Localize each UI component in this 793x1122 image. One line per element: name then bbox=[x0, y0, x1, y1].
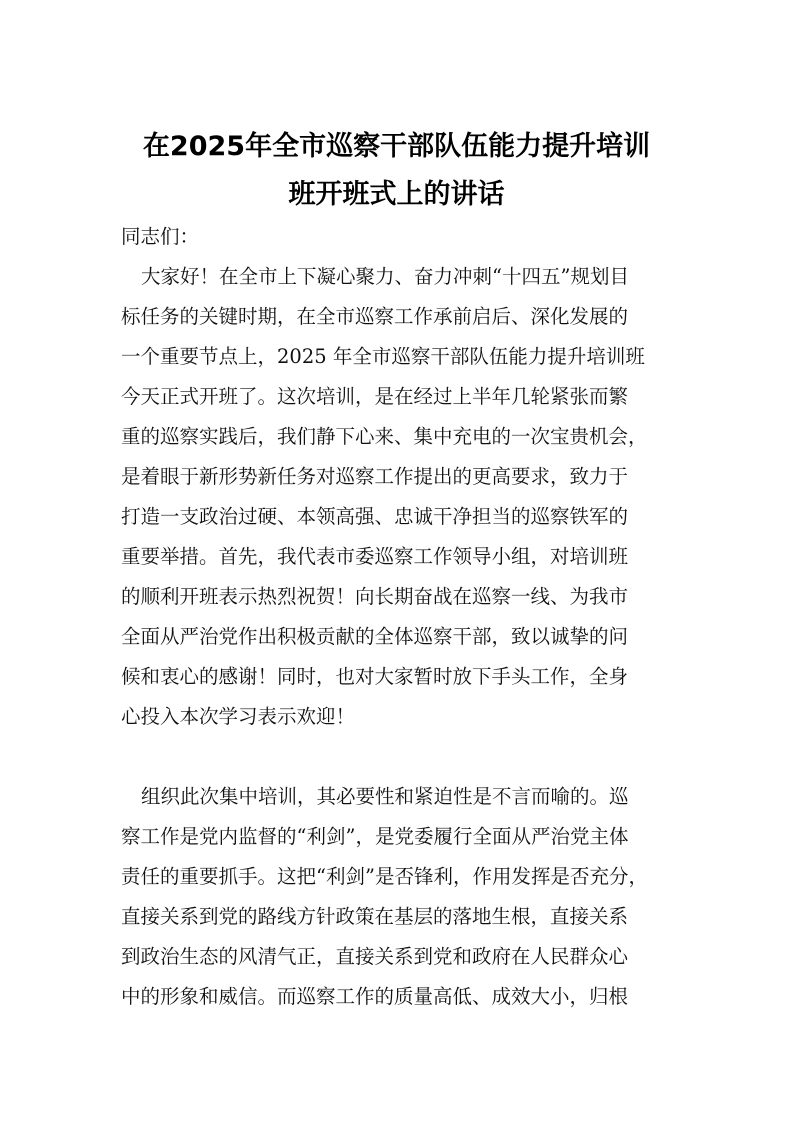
paragraph-line: 打造一支政治过硬、本领高强、忠诚干净担当的巡察铁军的 bbox=[121, 505, 629, 528]
paragraph-line: 标任务的关键时期，在全市巡察工作承前启后、深化发展的 bbox=[121, 305, 629, 328]
paragraph-line: 责任的重要抓手。这把“利剑”是否锋利，作用发挥是否充分， bbox=[121, 865, 648, 888]
paragraph-line: 组织此次集中培训，其必要性和紧迫性是不言而喻的。巡 bbox=[141, 785, 629, 808]
paragraph-line: 是着眼于新形势新任务对巡察工作提出的更高要求，致力于 bbox=[121, 465, 629, 488]
paragraph-line: 重的巡察实践后，我们静下心来、集中充电的一次宝贵机会， bbox=[121, 425, 648, 448]
paragraph-line: 候和衷心的感谢！同时，也对大家暂时放下手头工作，全身 bbox=[121, 665, 629, 688]
paragraph-2 bbox=[121, 777, 676, 1017]
paragraph-line: 重要举措。首先，我代表市委巡察工作领导小组，对培训班 bbox=[121, 545, 629, 568]
salutation: 同志们： bbox=[121, 225, 200, 248]
paragraph-line: 察工作是党内监督的“利剑”，是党委履行全面从严治党主体 bbox=[121, 825, 629, 848]
paragraph-line: 大家好！在全市上下凝心聚力、奋力冲刺“十四五”规划目 bbox=[141, 265, 629, 288]
paragraph-line: 全面从严治党作出积极贡献的全体巡察干部，致以诚挚的问 bbox=[121, 625, 629, 648]
paragraph-line: 到政治生态的风清气正，直接关系到党和政府在人民群众心 bbox=[121, 945, 629, 968]
paragraph-line: 心投入本次学习表示欢迎！ bbox=[121, 705, 356, 728]
paragraph-line: 一个重要节点上，2025 年全市巡察干部队伍能力提升培训班 bbox=[121, 345, 645, 368]
paragraph-line: 中的形象和威信。而巡察工作的质量高低、成效大小，归根 bbox=[121, 985, 629, 1008]
paragraph-line: 的顺利开班表示热烈祝贺！向长期奋战在巡察一线、为我市 bbox=[121, 585, 629, 608]
paragraph-1 bbox=[121, 257, 676, 737]
paragraph-line: 今天正式开班了。这次培训，是在经过上半年几轮紧张而繁 bbox=[121, 385, 629, 408]
document-title-line-1: 在2025年全市巡察干部队伍能力提升培训 bbox=[142, 131, 651, 162]
document-title-line-2: 班开班式上的讲话 bbox=[288, 179, 505, 210]
paragraph-line: 直接关系到党的路线方针政策在基层的落地生根，直接关系 bbox=[121, 905, 629, 928]
